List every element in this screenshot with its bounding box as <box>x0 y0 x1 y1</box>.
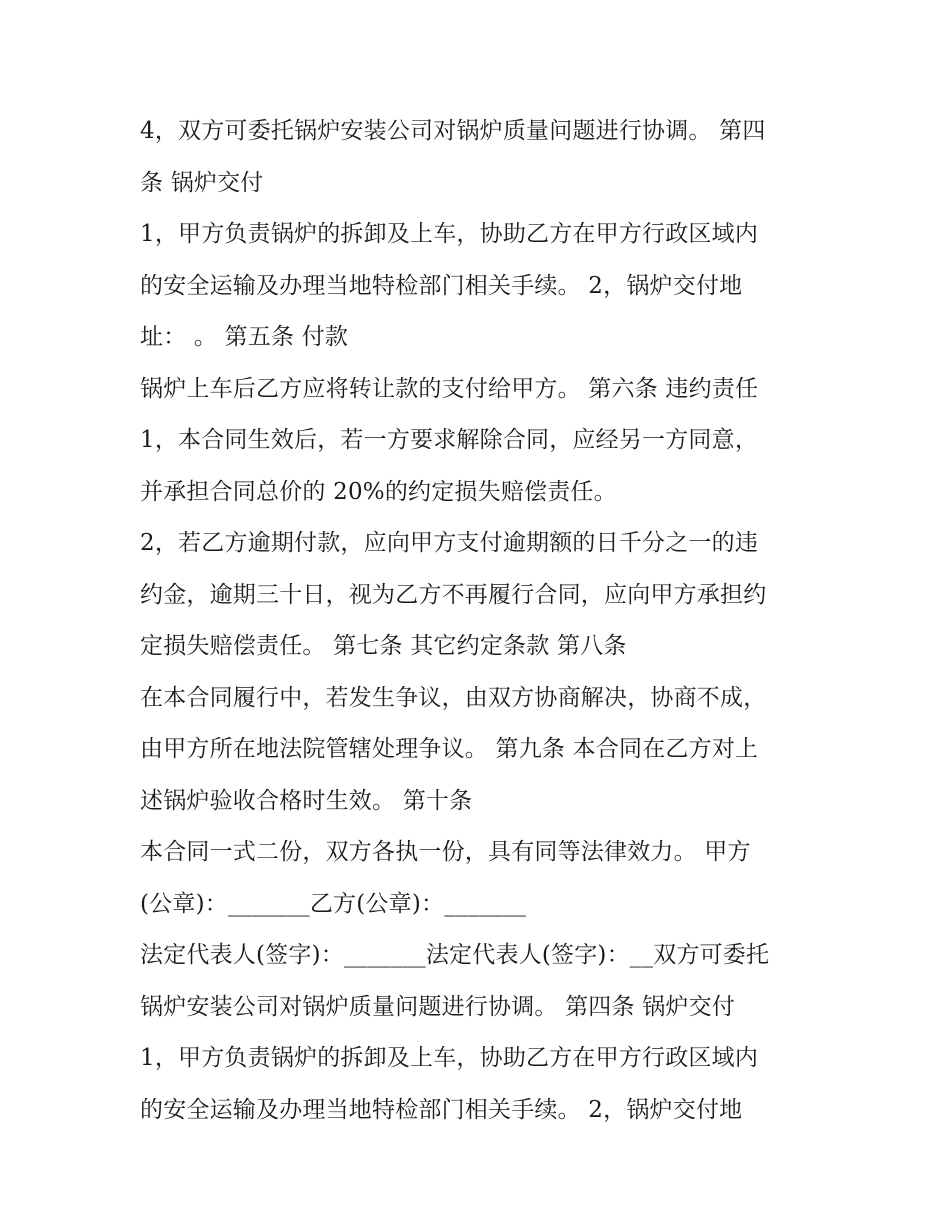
text-line: 的安全运输及办理当地特检部门相关手续。 2，锅炉交付地 <box>140 272 743 299</box>
text-line: 1，甲方负责锅炉的拆卸及上车，协助乙方在甲方行政区域内 <box>140 221 759 247</box>
text-line: 锅炉上车后乙方应将转让款的支付给甲方。 第六条 违约责任 <box>140 375 759 402</box>
text-line: 2，若乙方逾期付款，应向甲方支付逾期额的日千分之一的违 <box>140 530 759 556</box>
text-line: 述锅炉验收合格时生效。 第十条 <box>140 787 473 814</box>
text-line: 并承担合同总价的 20%的约定损失赔偿责任。 <box>140 478 617 505</box>
text-line: 条 锅炉交付 <box>140 169 264 196</box>
text-line: 锅炉安装公司对锅炉质量问题进行协调。 第四条 锅炉交付 <box>140 993 736 1020</box>
text-line: 约金，逾期三十日，视为乙方不再履行合同，应向甲方承担约 <box>140 581 767 608</box>
contract-body-text <box>140 113 820 1143</box>
text-line: 法定代表人(签字)：_______法定代表人(签字)：__双方可委托 <box>140 942 770 968</box>
text-line: 定损失赔偿责任。 第七条 其它约定条款 第八条 <box>140 633 627 659</box>
text-line: 在本合同履行中，若发生争议，由双方协商解决，协商不成， <box>140 684 767 711</box>
text-line: (公章)：_______乙方(公章)：_______ <box>140 890 527 917</box>
text-line: 4，双方可委托锅炉安装公司对锅炉质量问题进行协调。 第四 <box>140 118 766 144</box>
text-line: 1，甲方负责锅炉的拆卸及上车，协助乙方在甲方行政区域内 <box>140 1045 759 1071</box>
text-line: 1，本合同生效后，若一方要求解除合同，应经另一方同意， <box>140 427 759 453</box>
text-line: 的安全运输及办理当地特检部门相关手续。 2，锅炉交付地 <box>140 1096 743 1123</box>
text-line: 本合同一式二份，双方各执一份，具有同等法律效力。 甲方 <box>140 839 751 865</box>
text-line: 址： 。 第五条 付款 <box>140 324 349 350</box>
text-line: 由甲方所在地法院管辖处理争议。 第九条 本合同在乙方对上 <box>140 736 759 762</box>
